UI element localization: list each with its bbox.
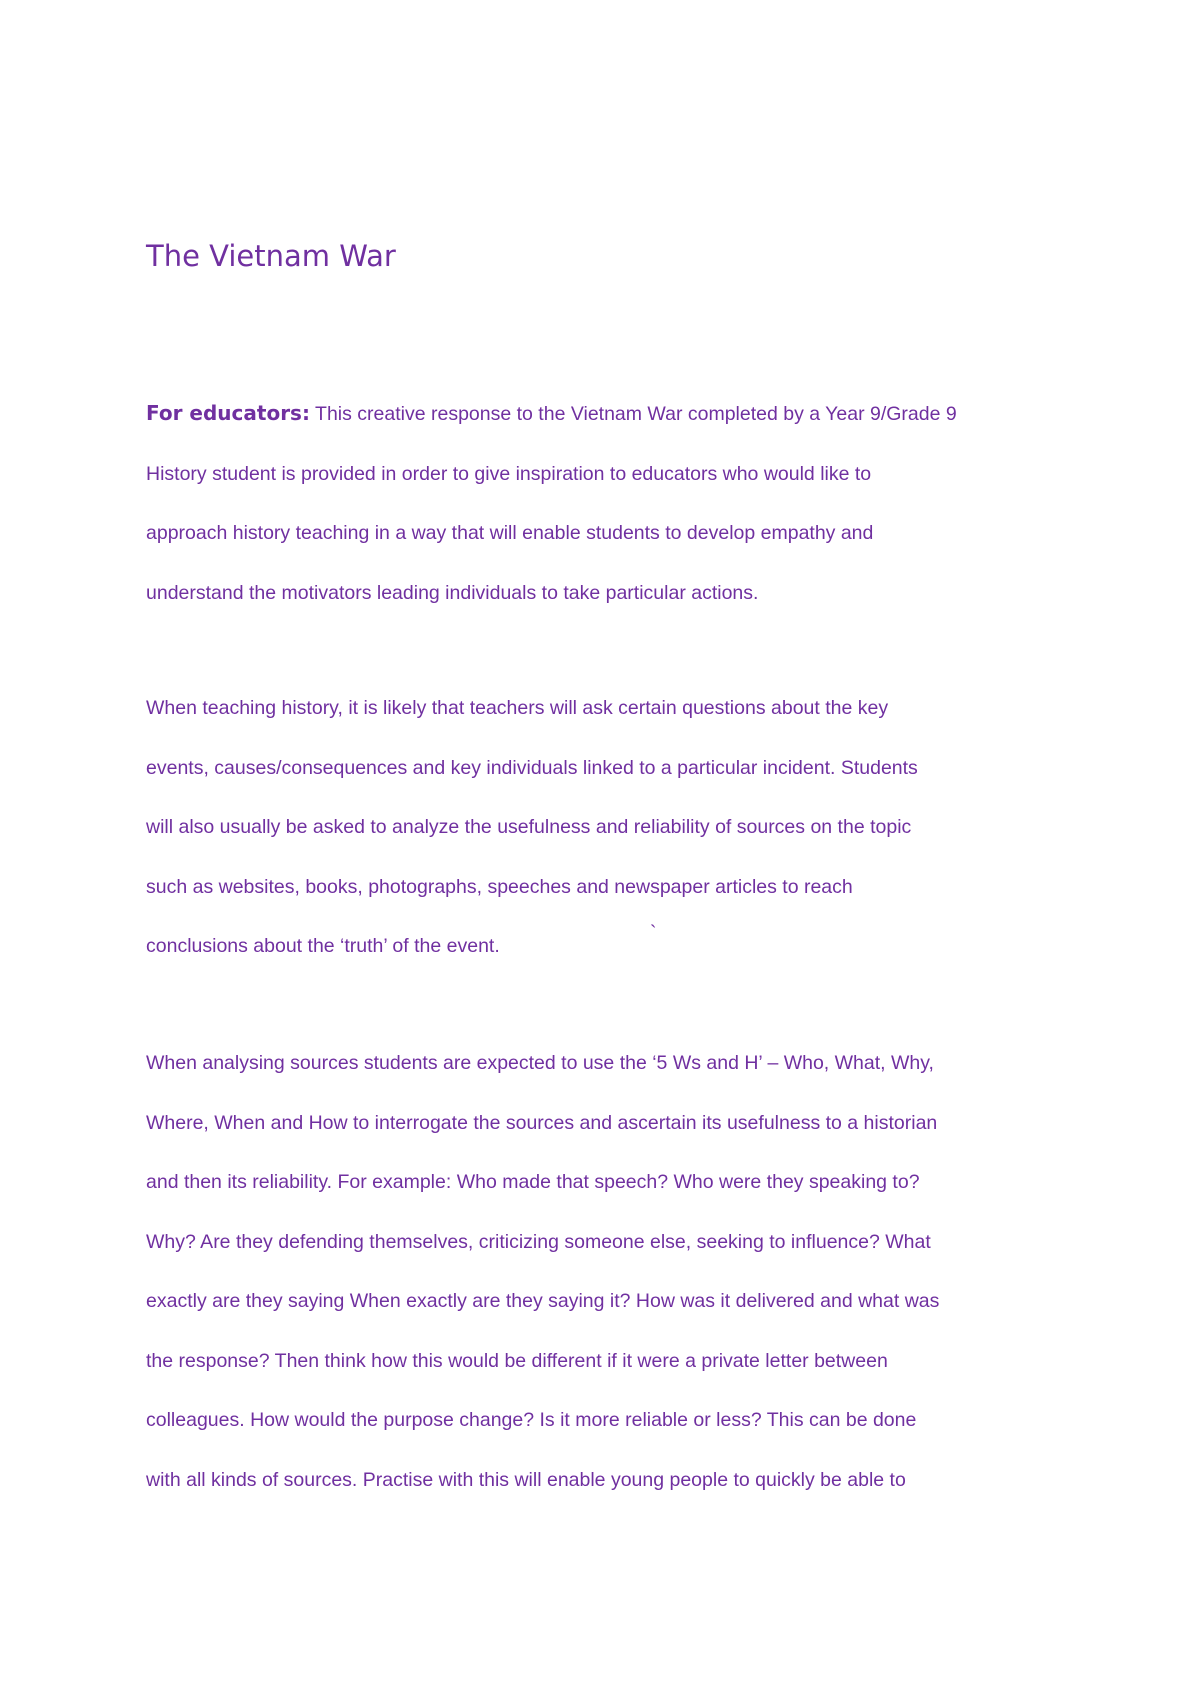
- paragraph-line: When teaching history, it is likely that teachers will ask certain questions about the key: [146, 697, 889, 719]
- paragraph-line: such as websites, books, photographs, speeches and newspaper articles to reach: [146, 875, 853, 898]
- paragraph-line: the response? Then think how this would be different if it were a private letter between: [146, 1349, 888, 1372]
- educators-paragraph: [146, 384, 1066, 623]
- paragraph-line: with all kinds of sources. Practise with this will enable young people to quickly be able to: [146, 1468, 906, 1491]
- paragraph-line: events, causes/consequences and key individuals linked to a particular incident. Students: [146, 756, 918, 779]
- paragraph-line: conclusions about the ‘truth’ of the event.: [146, 935, 500, 957]
- paragraph-line: understand the motivators leading individuals to take particular actions.: [146, 581, 759, 604]
- analysing-sources-paragraph: [146, 1034, 1066, 1510]
- document-title: The Vietnam War: [146, 239, 396, 273]
- paragraph-line: Where, When and How to interrogate the sources and ascertain its usefulness to a historian: [146, 1111, 938, 1134]
- paragraph-line: [146, 384, 1066, 445]
- stray-backtick-mark: `: [650, 922, 657, 944]
- paragraph-line: When analysing sources students are expected to use the ‘5 Ws and H’ – Who, What, Why,: [146, 1052, 934, 1074]
- paragraph-line: will also usually be asked to analyze the usefulness and reliability of sources on the topic: [146, 816, 912, 838]
- paragraph-line: exactly are they saying When exactly are they saying it? How was it delivered and what was: [146, 1290, 940, 1312]
- paragraph-line-text: This creative response to the Vietnam War completed by a Year 9/Grade 9: [309, 403, 957, 425]
- teaching-history-paragraph: [146, 679, 1066, 977]
- educators-label: For educators:: [146, 401, 310, 425]
- paragraph-line: and then its reliability. For example: Who made that speech? Who were they speaking to?: [146, 1171, 920, 1193]
- paragraph-line: History student is provided in order to give inspiration to educators who would like to: [146, 462, 872, 485]
- paragraph-line: approach history teaching in a way that will enable students to develop empathy and: [146, 522, 874, 544]
- paragraph-line: Why? Are they defending themselves, criticizing someone else, seeking to influence? What: [146, 1230, 931, 1253]
- paragraph-line: colleagues. How would the purpose change? Is it more reliable or less? This can be done: [146, 1409, 917, 1431]
